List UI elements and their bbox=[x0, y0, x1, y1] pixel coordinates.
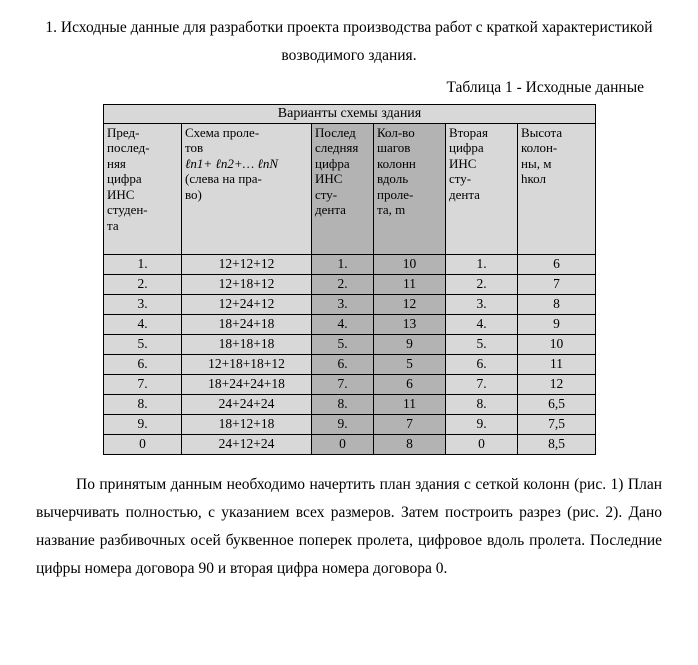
header-line: проле- bbox=[377, 186, 414, 202]
header-line: ИНС bbox=[107, 186, 135, 202]
cell-column-steps: 9 bbox=[374, 334, 446, 354]
cell-penultimate-digit: 7. bbox=[104, 374, 182, 394]
table-row bbox=[104, 354, 596, 374]
cell-column-steps: 10 bbox=[374, 254, 446, 274]
header-line: та bbox=[107, 217, 119, 233]
cell-last-digit: 8. bbox=[312, 394, 374, 414]
cell-second-digit: 0 bbox=[446, 434, 518, 454]
cell-last-digit: 1. bbox=[312, 254, 374, 274]
cell-column-height: 9 bbox=[518, 314, 596, 334]
cell-span-scheme: 12+18+18+12 bbox=[182, 354, 312, 374]
cell-second-digit: 7. bbox=[446, 374, 518, 394]
header-line: Схема проле- bbox=[185, 124, 260, 140]
cell-column-height: 8,5 bbox=[518, 434, 596, 454]
cell-span-scheme: 24+12+24 bbox=[182, 434, 312, 454]
cell-column-height: 7 bbox=[518, 274, 596, 294]
header-line: Вторая bbox=[449, 124, 488, 140]
cell-last-digit: 4. bbox=[312, 314, 374, 334]
header-line: дента bbox=[315, 202, 346, 217]
cell-second-digit: 3. bbox=[446, 294, 518, 314]
table-row bbox=[104, 314, 596, 334]
header-line: Высота bbox=[521, 124, 563, 140]
header-cell-penultimate-digit bbox=[104, 123, 182, 254]
header-line: шагов bbox=[377, 140, 411, 155]
header-line: вдоль bbox=[377, 171, 409, 186]
cell-penultimate-digit: 5. bbox=[104, 334, 182, 354]
table-title-row bbox=[104, 105, 596, 124]
cell-column-steps: 13 bbox=[374, 314, 446, 334]
initial-data-table bbox=[103, 104, 596, 455]
header-line: цифра bbox=[107, 171, 142, 186]
header-line: сту- bbox=[449, 171, 472, 186]
cell-penultimate-digit: 9. bbox=[104, 414, 182, 434]
header-line: студен- bbox=[107, 202, 148, 217]
cell-column-height: 7,5 bbox=[518, 414, 596, 434]
cell-column-steps: 11 bbox=[374, 394, 446, 414]
header-line: во) bbox=[185, 186, 202, 202]
cell-penultimate-digit: 1. bbox=[104, 254, 182, 274]
header-line: та, m bbox=[377, 202, 406, 217]
cell-penultimate-digit: 2. bbox=[104, 274, 182, 294]
table-row bbox=[104, 414, 596, 434]
cell-second-digit: 5. bbox=[446, 334, 518, 354]
cell-span-scheme: 24+24+24 bbox=[182, 394, 312, 414]
cell-penultimate-digit: 3. bbox=[104, 294, 182, 314]
cell-penultimate-digit: 6. bbox=[104, 354, 182, 374]
table-container bbox=[103, 104, 595, 455]
table-title: Варианты схемы здания bbox=[104, 105, 596, 124]
cell-column-height: 10 bbox=[518, 334, 596, 354]
cell-column-steps: 7 bbox=[374, 414, 446, 434]
table-row bbox=[104, 254, 596, 274]
header-line: Послед bbox=[315, 124, 356, 140]
cell-penultimate-digit: 8. bbox=[104, 394, 182, 414]
cell-penultimate-digit: 0 bbox=[104, 434, 182, 454]
header-line: колон- bbox=[521, 140, 558, 155]
cell-span-scheme: 12+18+12 bbox=[182, 274, 312, 294]
header-line: следняя bbox=[315, 140, 359, 155]
header-line: Кол-во bbox=[377, 124, 415, 140]
cell-last-digit: 6. bbox=[312, 354, 374, 374]
cell-column-height: 11 bbox=[518, 354, 596, 374]
cell-penultimate-digit: 4. bbox=[104, 314, 182, 334]
cell-column-steps: 12 bbox=[374, 294, 446, 314]
cell-column-height: 6 bbox=[518, 254, 596, 274]
table-caption: Таблица 1 - Исходные данные bbox=[446, 79, 644, 96]
table-row bbox=[104, 394, 596, 414]
cell-column-height: 12 bbox=[518, 374, 596, 394]
cell-column-steps: 8 bbox=[374, 434, 446, 454]
header-line: цифра bbox=[315, 155, 350, 171]
cell-last-digit: 3. bbox=[312, 294, 374, 314]
header-cell-column-steps bbox=[374, 123, 446, 254]
cell-span-scheme: 12+12+12 bbox=[182, 254, 312, 274]
header-line: тов bbox=[185, 140, 204, 155]
table-row bbox=[104, 334, 596, 354]
header-line: ны, м bbox=[521, 155, 552, 171]
header-line: hкол bbox=[521, 171, 546, 186]
cell-span-scheme: 18+12+18 bbox=[182, 414, 312, 434]
cell-last-digit: 7. bbox=[312, 374, 374, 394]
header-cell-last-digit bbox=[312, 123, 374, 254]
cell-last-digit: 9. bbox=[312, 414, 374, 434]
cell-span-scheme: 18+18+18 bbox=[182, 334, 312, 354]
cell-second-digit: 8. bbox=[446, 394, 518, 414]
cell-second-digit: 9. bbox=[446, 414, 518, 434]
header-cell-second-digit bbox=[446, 123, 518, 254]
cell-last-digit: 2. bbox=[312, 274, 374, 294]
cell-column-height: 6,5 bbox=[518, 394, 596, 414]
table-row bbox=[104, 274, 596, 294]
cell-column-steps: 5 bbox=[374, 354, 446, 374]
table-row bbox=[104, 374, 596, 394]
header-line-formula: ℓn1+ ℓn2+… ℓnN bbox=[185, 155, 279, 171]
cell-last-digit: 0 bbox=[312, 434, 374, 454]
header-line: (слева на пра- bbox=[185, 171, 262, 186]
cell-last-digit: 5. bbox=[312, 334, 374, 354]
cell-span-scheme: 18+24+24+18 bbox=[182, 374, 312, 394]
header-line: дента bbox=[449, 186, 480, 202]
header-line: колонн bbox=[377, 155, 416, 171]
table-row bbox=[104, 434, 596, 454]
page-title: 1. Исходные данные для разработки проекта производства работ с краткой характеристикой возводимого здания. bbox=[45, 19, 653, 64]
header-cell-span-scheme bbox=[182, 123, 312, 254]
header-line: Пред- bbox=[107, 124, 140, 140]
cell-span-scheme: 18+24+18 bbox=[182, 314, 312, 334]
header-line: ИНС bbox=[315, 171, 343, 186]
cell-second-digit: 2. bbox=[446, 274, 518, 294]
table-header-row bbox=[104, 123, 596, 254]
document-page bbox=[0, 14, 698, 665]
header-line: цифра bbox=[449, 140, 484, 155]
header-cell-column-height bbox=[518, 123, 596, 254]
cell-span-scheme: 12+24+12 bbox=[182, 294, 312, 314]
header-line: ИНС bbox=[449, 155, 477, 171]
cell-column-steps: 11 bbox=[374, 274, 446, 294]
cell-column-height: 8 bbox=[518, 294, 596, 314]
body-paragraph: По принятым данным необходимо начертить план здания с сеткой колонн (рис. 1) План вычерчивать полностью, с указанием всех размеров. Затем построить разрез (рис. 2). Дано название разбивочных осей буквенное поперек пролета, цифровое вдоль пролета. Последние цифры номера договора 90 и вторая цифра номера договора 0. bbox=[36, 475, 662, 577]
cell-column-steps: 6 bbox=[374, 374, 446, 394]
header-line: послед- bbox=[107, 140, 150, 155]
cell-second-digit: 4. bbox=[446, 314, 518, 334]
cell-second-digit: 1. bbox=[446, 254, 518, 274]
cell-second-digit: 6. bbox=[446, 354, 518, 374]
header-line: сту- bbox=[315, 186, 338, 202]
header-line: няя bbox=[107, 155, 126, 171]
table-row bbox=[104, 294, 596, 314]
